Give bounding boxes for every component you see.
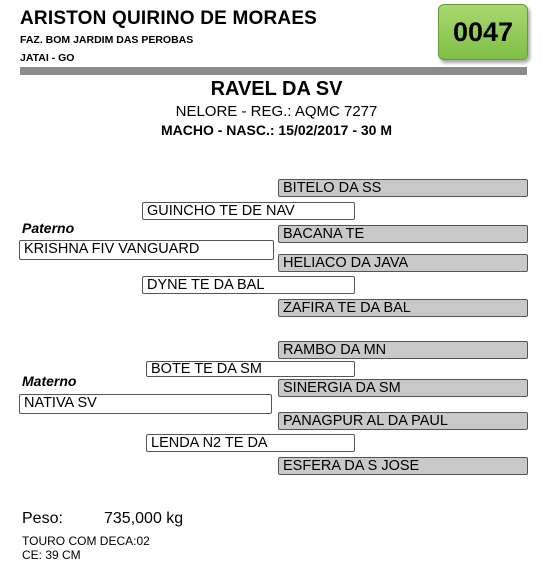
lot-number-badge: 0047 <box>438 4 528 60</box>
maternal-great-grandsire-2: PANAGPUR AL DA PAUL <box>278 412 528 430</box>
animal-sex-birth: MACHO - NASC.: 15/02/2017 - 30 M <box>160 122 393 138</box>
deca-note: TOURO COM DECA:02 <box>22 534 150 548</box>
maternal-great-granddam-2: ESFERA DA S JOSE <box>278 457 528 475</box>
paternal-parent: KRISHNA FIV VANGUARD <box>19 240 274 260</box>
paternal-great-granddam-2: ZAFIRA TE DA BAL <box>278 299 528 317</box>
paternal-label: Paterno <box>22 220 75 236</box>
paternal-grandsire: GUINCHO TE DE NAV <box>142 202 355 220</box>
maternal-grandsire: BOTE TE DA SM <box>146 361 355 377</box>
animal-name: RAVEL DA SV <box>210 78 343 100</box>
paternal-great-grandsire-2: HELIACO DA JAVA <box>278 254 528 272</box>
animal-breed-registration: NELORE - REG.: AQMC 7277 <box>175 103 378 120</box>
owner-farm: FAZ. BOM JARDIM DAS PEROBAS <box>20 34 194 46</box>
maternal-parent: NATIVA SV <box>19 394 272 414</box>
owner-name: ARISTON QUIRINO DE MORAES <box>20 8 318 29</box>
weight-label: Peso: <box>22 510 63 527</box>
ce-note: CE: 39 CM <box>22 548 81 562</box>
weight-value: 735,000 kg <box>104 510 184 527</box>
paternal-great-grandsire-1: BITELO DA SS <box>278 179 528 197</box>
maternal-great-granddam-1: SINERGIA DA SM <box>278 379 528 397</box>
header-divider <box>20 67 527 75</box>
paternal-granddam: DYNE TE DA BAL <box>142 276 355 294</box>
owner-city: JATAI - GO <box>20 52 75 64</box>
maternal-great-grandsire-1: RAMBO DA MN <box>278 341 528 359</box>
maternal-granddam: LENDA N2 TE DA <box>146 434 355 452</box>
maternal-label: Materno <box>22 373 77 389</box>
paternal-great-granddam-1: BACANA TE <box>278 225 528 243</box>
